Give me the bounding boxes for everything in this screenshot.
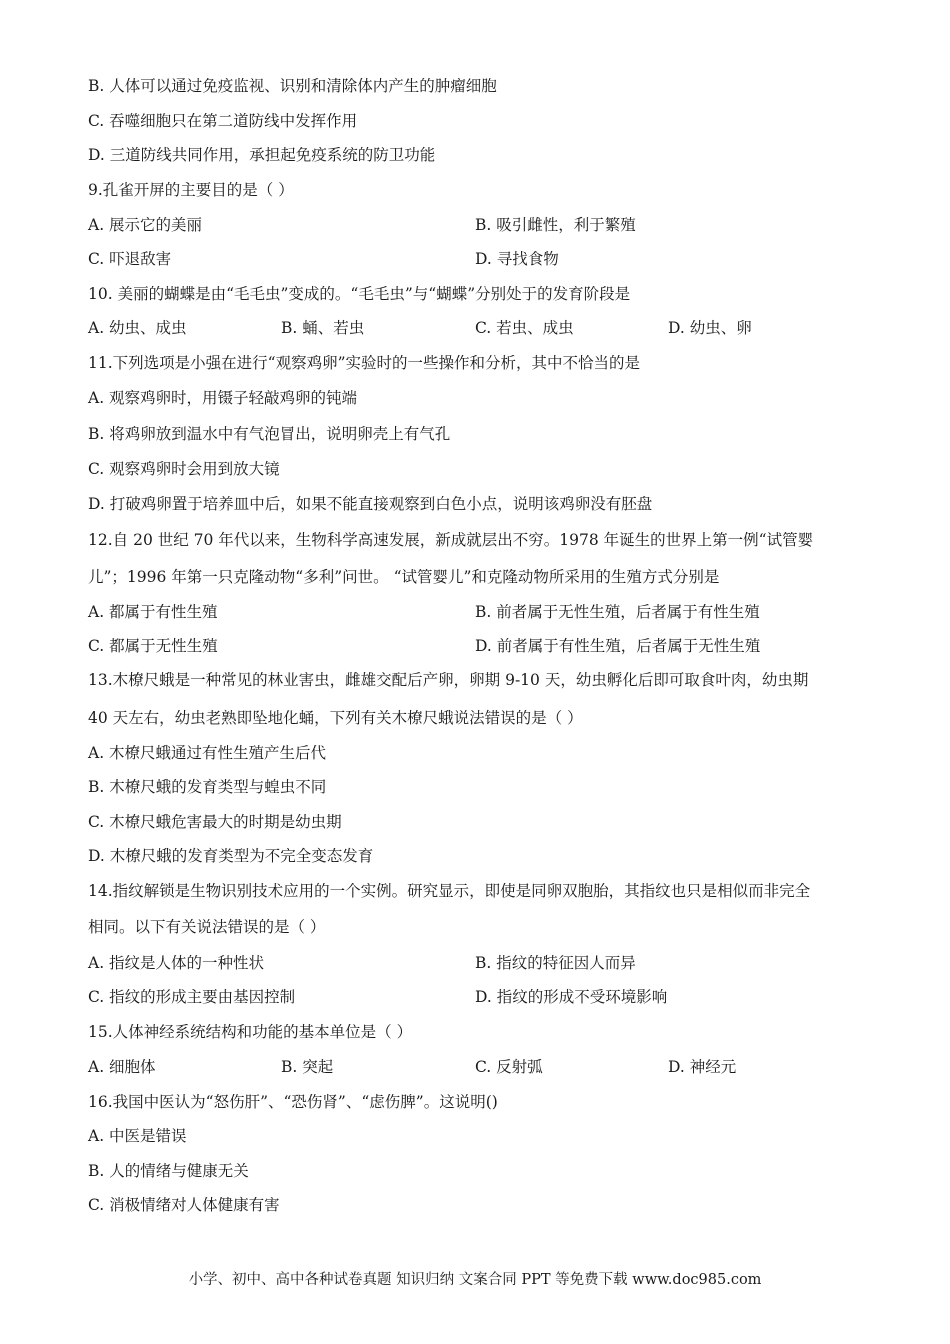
q10-option-a: A. 幼虫、成虫 (88, 319, 187, 337)
q9-option-b: B. 吸引雌性，利于繁殖 (475, 216, 636, 234)
q14-option-d: D. 指纹的形成不受环境影响 (475, 988, 668, 1006)
q15-option-d: D. 神经元 (668, 1058, 737, 1076)
q16-option-c: C. 消极情绪对人体健康有害 (88, 1196, 280, 1214)
q11-stem: 11.下列选项是小强在进行“观察鸡卵”实验时的一些操作和分析，其中不恰当的是 (88, 354, 641, 372)
q13-stem-line2: 40 天左右，幼虫老熟即坠地化蛹，下列有关木橑尺蛾说法错误的是（ ） (88, 709, 583, 727)
q16-option-a: A. 中医是错误 (88, 1127, 187, 1145)
q12-stem-line2: 儿”；1996 年第一只克隆动物“多利”问世。 “试管婴儿”和克隆动物所采用的生殖方式分别是 (88, 568, 720, 586)
q12-option-c: C. 都属于无性生殖 (88, 637, 218, 655)
q8-option-d: D. 三道防线共同作用，承担起免疫系统的防卫功能 (88, 146, 436, 164)
q9-option-a: A. 展示它的美丽 (88, 216, 203, 234)
q9-stem: 9.孔雀开屏的主要目的是（ ） (88, 181, 294, 199)
q14-option-c: C. 指纹的形成主要由基因控制 (88, 988, 296, 1006)
q10-option-d: D. 幼虫、卵 (668, 319, 752, 337)
q11-option-c: C. 观察鸡卵时会用到放大镜 (88, 460, 280, 478)
q9-option-d: D. 寻找食物 (475, 250, 559, 268)
q12-option-b: B. 前者属于无性生殖，后者属于有性生殖 (475, 603, 760, 621)
q10-option-b: B. 蛹、若虫 (281, 319, 365, 337)
q11-option-d: D. 打破鸡卵置于培养皿中后，如果不能直接观察到白色小点，说明该鸡卵没有胚盘 (88, 495, 653, 513)
q13-stem-line1: 13.木橑尺蛾是一种常见的林业害虫，雌雄交配后产卵，卵期 9-10 天，幼虫孵化后即可取食叶肉，幼虫期 (88, 671, 809, 689)
q15-option-a: A. 细胞体 (88, 1058, 156, 1076)
q11-option-a: A. 观察鸡卵时，用镊子轻敲鸡卵的钝端 (88, 389, 358, 407)
q15-option-c: C. 反射弧 (475, 1058, 543, 1076)
q12-option-a: A. 都属于有性生殖 (88, 603, 218, 621)
q15-stem: 15.人体神经系统结构和功能的基本单位是（ ） (88, 1023, 413, 1041)
q14-option-b: B. 指纹的特征因人而异 (475, 954, 636, 972)
q12-option-d: D. 前者属于有性生殖，后者属于无性生殖 (475, 637, 761, 655)
q8-option-c: C. 吞噬细胞只在第二道防线中发挥作用 (88, 112, 358, 130)
q12-stem-line1: 12.自 20 世纪 70 年代以来，生物科学高速发展，新成就层出不穷。1978 年诞生的世界上第一例“试管婴 (88, 531, 814, 549)
q16-stem: 16.我国中医认为“怒伤肝”、“恐伤肾”、“虑伤脾”。这说明() (88, 1093, 498, 1111)
q15-option-b: B. 突起 (281, 1058, 334, 1076)
q16-option-b: B. 人的情绪与健康无关 (88, 1162, 249, 1180)
q13-option-a: A. 木橑尺蛾通过有性生殖产生后代 (88, 744, 327, 762)
q11-option-b: B. 将鸡卵放到温水中有气泡冒出，说明卵壳上有气孔 (88, 425, 451, 443)
q14-stem-line1: 14.指纹解锁是生物识别技术应用的一个实例。研究显示，即使是同卵双胞胎，其指纹也只是相似而非完全 (88, 882, 811, 900)
q8-option-b: B. 人体可以通过免疫监视、识别和清除体内产生的肿瘤细胞 (88, 77, 497, 95)
q14-option-a: A. 指纹是人体的一种性状 (88, 954, 265, 972)
q10-option-c: C. 若虫、成虫 (475, 319, 574, 337)
q13-option-d: D. 木橑尺蛾的发育类型为不完全变态发育 (88, 847, 374, 865)
page-footer: 小学、初中、高中各种试卷真题 知识归纳 文案合同 PPT 等免费下载 www.doc985.com (188, 1272, 762, 1288)
q10-stem: 10. 美丽的蝴蝶是由“毛毛虫”变成的。“毛毛虫”与“蝴蝶”分别处于的发育阶段是 (88, 285, 631, 303)
q13-option-b: B. 木橑尺蛾的发育类型与蝗虫不同 (88, 778, 327, 796)
q9-option-c: C. 吓退敌害 (88, 250, 172, 268)
q13-option-c: C. 木橑尺蛾危害最大的时期是幼虫期 (88, 813, 342, 831)
q14-stem-line2: 相同。以下有关说法错误的是（ ） (88, 918, 326, 936)
